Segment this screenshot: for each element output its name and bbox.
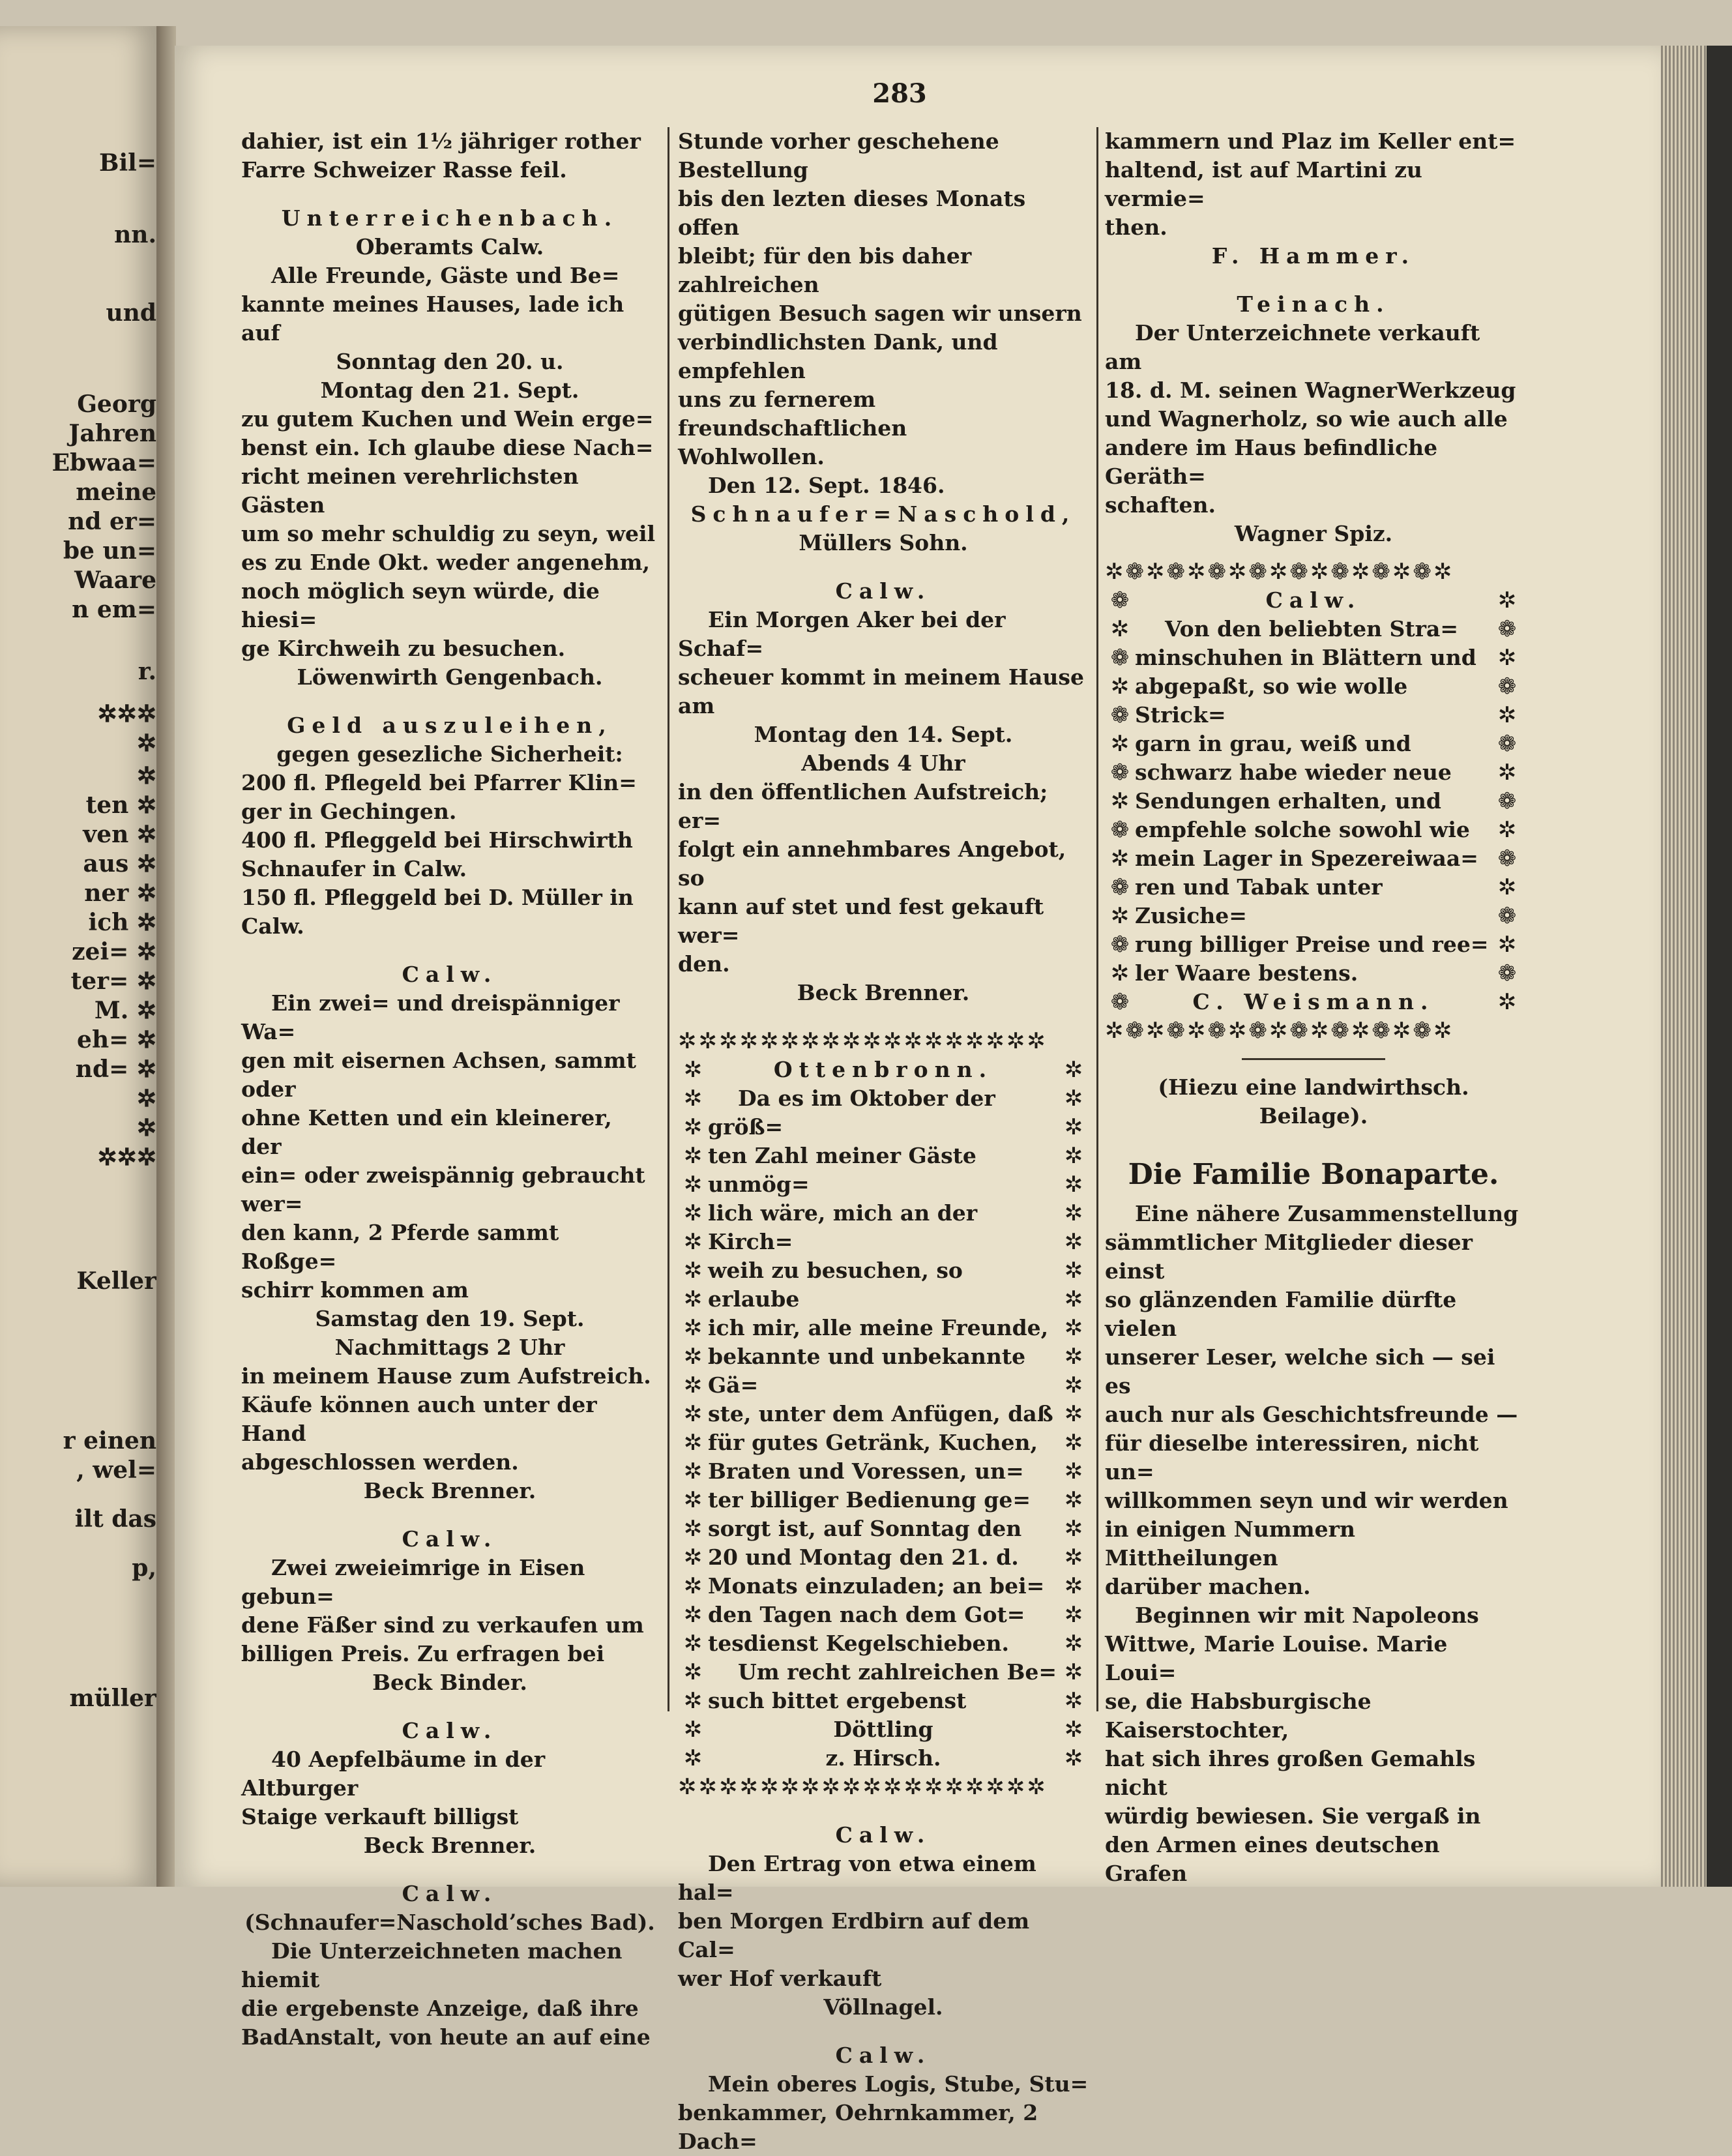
left-page-text-fragment: meine bbox=[76, 479, 156, 505]
left-page-text-fragment: ner ✲ bbox=[84, 880, 156, 906]
text-block: kammern und Plaz im Keller ent= haltend, ist auf Martini zu vermie= then. bbox=[1105, 128, 1516, 240]
text-block: Stunde vorher geschehene Bestellung bis den lezten dieses Monats offen bleibt; für den bis daher zahlreichen gütigen Besuch sagen wir unsern verbindlichsten Dank, und empfehlen uns zu fernerem freundschaftlichen Wohlwollen. bbox=[678, 128, 1082, 469]
page-stack-edge bbox=[1661, 46, 1707, 1887]
text-block: Beck Brenner. bbox=[363, 1478, 536, 1503]
left-page-text-fragment: ter= ✲ bbox=[70, 968, 156, 994]
left-page-text-fragment: ich ✲ bbox=[88, 909, 156, 936]
text-block: Beck Brenner. bbox=[363, 1833, 536, 1858]
left-page-text-fragment: ✲ bbox=[136, 1085, 156, 1112]
ornament-border-top: ✲✲✲✲✲✲✲✲✲✲✲✲✲✲✲✲✲✲ bbox=[678, 1028, 1048, 1054]
framed-notice bbox=[1135, 586, 1492, 1016]
text-block: Den 12. Sept. 1846. bbox=[708, 473, 945, 498]
text-block: gegen gesezliche Sicherheit: bbox=[276, 741, 623, 767]
notice-heading: Calw. bbox=[402, 1526, 498, 1552]
book-cover-edge bbox=[1707, 46, 1732, 1887]
left-page-text-fragment: nd= ✲ bbox=[75, 1056, 156, 1082]
notice-heading: Calw. bbox=[835, 2043, 932, 2068]
text-block: Die Unterzeichneten machen hiemit die ergebenste Anzeige, daß ihre BadAnstalt, von heute an auf eine bbox=[241, 1938, 651, 2050]
left-page-text-fragment: M. ✲ bbox=[94, 997, 156, 1024]
book-gutter bbox=[156, 26, 176, 1887]
ornament-frame bbox=[1105, 586, 1522, 1016]
left-page-text-fragment: ✲ bbox=[136, 1115, 156, 1141]
left-page-text-fragment: ✲✲✲ bbox=[97, 701, 156, 727]
text-block: Um recht zahlreichen Be= such bittet ergebenst bbox=[708, 1659, 1057, 1713]
left-page-text-fragment: ten ✲ bbox=[85, 792, 156, 818]
framed-notice bbox=[708, 1056, 1059, 1773]
spacer bbox=[241, 692, 658, 711]
text-block: in meinem Hause zum Aufstreich. Käufe können auch unter der Hand abgeschlossen werden. bbox=[241, 1363, 651, 1475]
spacer bbox=[241, 1697, 658, 1717]
column-1 bbox=[241, 127, 658, 2052]
left-page-text-fragment: Keller bbox=[76, 1268, 156, 1294]
left-page-text-fragment: zei= ✲ bbox=[72, 939, 156, 965]
ornament-border-top: ✲❁✲❁✲❁✲❁✲❁✲❁✲❁✲❁✲ bbox=[1105, 559, 1454, 585]
text-block: Ein zwei= und dreispänniger Wa= gen mit eisernen Achsen, sammt oder ohne Ketten und ein kleinerer, der ein= oder zweispännig gebraucht wer= den kann, 2 Pferde sammt Roßge= schirr kommen am bbox=[241, 990, 645, 1303]
left-page-text-fragment: nn. bbox=[114, 222, 156, 248]
left-page-text-fragment: Waare bbox=[74, 567, 156, 593]
notice-heading: C. Weismann. bbox=[1192, 989, 1435, 1014]
left-page-text-fragment: r einen bbox=[63, 1428, 156, 1454]
spacer bbox=[241, 1505, 658, 1525]
spacer bbox=[241, 941, 658, 960]
spacer bbox=[1105, 271, 1522, 290]
text-block: Samstag den 19. Sept. Nachmittags 2 Uhr bbox=[315, 1306, 585, 1360]
notice-heading: Unterreichenbach. bbox=[281, 205, 619, 231]
text-block: Beck Binder. bbox=[372, 1670, 527, 1695]
notice-heading: Calw. bbox=[835, 578, 932, 604]
text-block: Sonntag den 20. u. Montag den 21. Sept. bbox=[320, 349, 580, 403]
text-block: 40 Aepfelbäume in der Altburger Staige verkauft billigst bbox=[241, 1747, 546, 1829]
left-page-text-fragment: be un= bbox=[63, 538, 156, 564]
ornament-border-bottom: ✲✲✲✲✲✲✲✲✲✲✲✲✲✲✲✲✲✲ bbox=[678, 1774, 1048, 1800]
text-block: Den Ertrag von etwa einem hal= ben Morgen Erdbirn auf dem Cal= wer Hof verkauft bbox=[678, 1851, 1036, 1991]
ornament-border-right: ✲ ✲ ✲ ✲ ✲ ✲ ✲ ✲ ✲ ✲ ✲ ✲ ✲ ✲ ✲ ✲ ✲ ✲ ✲ ✲ ✲ ✲ ✲ ✲ ✲ bbox=[1064, 1057, 1083, 1771]
notice-heading: Calw. bbox=[1265, 587, 1362, 613]
left-page-text-fragment: ilt das bbox=[74, 1506, 156, 1532]
notice-heading: Calw. bbox=[402, 962, 498, 987]
left-page-text-fragment: Ebwaa= bbox=[51, 450, 156, 476]
text-block: Löwenwirth Gengenbach. bbox=[297, 664, 603, 690]
ornament-border-left: ❁ ✲ ❁ ✲ ❁ ✲ ❁ ✲ ❁ ✲ ❁ ✲ ❁ ✲ ❁ bbox=[1110, 587, 1130, 1015]
spacer bbox=[678, 557, 1089, 577]
notice-heading: Calw. bbox=[402, 1718, 498, 1743]
spacer bbox=[241, 185, 658, 204]
left-page-text-fragment: n em= bbox=[72, 597, 156, 623]
left-page-text-fragment: eh= ✲ bbox=[77, 1027, 156, 1053]
notice-heading: Geld auszuleihen, bbox=[287, 713, 613, 738]
text-block: Beck Brenner. bbox=[797, 980, 970, 1005]
left-page-text-fragment: p, bbox=[132, 1555, 156, 1581]
left-page-text-fragment: r. bbox=[138, 658, 156, 685]
notice-heading: Calw. bbox=[835, 1822, 932, 1848]
left-page-text-fragment: ✲ bbox=[136, 730, 156, 756]
text-block: in den öffentlichen Aufstreich; er= folgt ein annehmbares Angebot, so kann auf stet und fest gekauft wer= den. bbox=[678, 779, 1066, 977]
text-block: Zwei zweieimrige in Eisen gebun= dene Fäßer sind zu verkaufen um billigen Preis. Zu erfragen bei bbox=[241, 1555, 644, 1666]
notice-heading: Teinach. bbox=[1237, 291, 1390, 317]
ornament-border-bottom: ✲❁✲❁✲❁✲❁✲❁✲❁✲❁✲❁✲ bbox=[1105, 1018, 1454, 1044]
separator-rule bbox=[1242, 1058, 1385, 1060]
text-block: Beginnen wir mit Napoleons Wittwe, Marie Louise. Marie Loui= se, die Habsburgische Kaiserstochter, hat sich ihres großen Gemahls nicht würdig bewiesen. Sie vergaß in den Armen eines deutschen Grafen bbox=[1105, 1602, 1481, 1886]
left-page-text-fragment: ✲✲✲ bbox=[97, 1144, 156, 1170]
text-block: Döttling z. Hirsch. bbox=[825, 1717, 941, 1771]
column-divider bbox=[1096, 127, 1098, 1711]
text-block: Montag den 14. Sept. Abends 4 Uhr bbox=[754, 722, 1013, 776]
text-block: dahier, ist ein 1½ jähriger rother Farre Schweizer Rasse feil. bbox=[241, 128, 641, 183]
spacer bbox=[1105, 1130, 1522, 1150]
left-page-text-fragment: Jahren bbox=[68, 421, 156, 447]
left-page-text-fragment: , wel= bbox=[76, 1457, 156, 1483]
text-block: (Schnaufer=Nascholdʼsches Bad). bbox=[244, 1910, 655, 1935]
text-block: Wagner Spiz. bbox=[1234, 521, 1393, 546]
ornament-frame bbox=[678, 1056, 1089, 1773]
text-block: zu gutem Kuchen und Wein erge= benst ein. Ich glaube diese Nach= richt meinen verehrlichsten Gästen um so mehr schuldig zu seyn, weil es zu Ende Okt. weder angenehm, noch möglich seyn würde, die hiesi= ge Kirchweih zu besuchen. bbox=[241, 406, 656, 661]
text-block: Oberamts Calw. bbox=[355, 234, 544, 259]
left-page-text-fragment: ven ✲ bbox=[83, 821, 156, 848]
text-block: Mein oberes Logis, Stube, Stu= benkammer, Oehrnkammer, 2 Dach= bbox=[678, 2071, 1089, 2154]
notice-heading: F. Hammer. bbox=[1211, 243, 1416, 269]
text-block: Ein Morgen Aker bei der Schaf= scheuer kommt in meinem Hause am bbox=[678, 607, 1084, 718]
text-block: (Hiezu eine landwirthsch. Beilage). bbox=[1158, 1074, 1469, 1129]
text-block: Müllers Sohn. bbox=[799, 530, 968, 555]
left-page-text-fragment: müller bbox=[69, 1685, 156, 1711]
text-block: Völlnagel. bbox=[823, 1994, 943, 2020]
text-block: Der Unterzeichnete verkauft am 18. d. M. seinen WagnerWerkzeug und Wagnerholz, so wie auch alle andere im Haus befindliche Geräth= schaften. bbox=[1105, 320, 1516, 518]
spacer bbox=[678, 2022, 1089, 2041]
text-block: Von den beliebten Stra= minschuhen in Blättern und abgepaßt, so wie wolle Strick= garn in grau, weiß und schwarz habe wieder neue Sendungen erhalten, und empfehle solche sowohl wie mein Lager in Spezereiwaa= ren und Tabak unter Zusiche= rung billiger Preise und ree= ler Waare bestens. bbox=[1135, 616, 1489, 986]
left-page-edge bbox=[0, 26, 162, 1887]
ornament-border-right: ✲ ❁ ✲ ❁ ✲ ❁ ✲ ❁ ✲ ❁ ✲ ❁ ✲ ❁ ✲ bbox=[1497, 587, 1517, 1015]
notice-heading: Ottenbronn. bbox=[773, 1057, 993, 1082]
notice-heading: Calw. bbox=[402, 1881, 498, 1906]
text-block: Alle Freunde, Gäste und Be= kannte meines Hauses, lade ich auf bbox=[241, 263, 624, 346]
text-block: Da es im Oktober der größ= ten Zahl meiner Gäste unmög= lich wäre, mich an der Kirch= weih zu besuchen, so erlaube ich mir, alle meine Freunde, bekannte und unbekannte Gä= ste, unter dem Anfügen, daß für gutes Getränk, Kuchen, Braten und Voressen, un= ter billiger Bedienung ge= sorgt ist, auf Sonntag den 20 und Montag den 21. d. Monats einzuladen; an bei= den Tagen nach dem Got= tesdienst Kegelschieben. bbox=[708, 1085, 1053, 1656]
left-page-text-fragment: ✲ bbox=[136, 763, 156, 789]
left-page-text-fragment: und bbox=[106, 300, 156, 326]
text-block: Eine nähere Zusammenstellung sämmtlicher Mitglieder dieser einst so glänzenden Familie dürfte vielen unserer Leser, welche sich — sei es auch nur als Geschichtsfreunde — für dieselbe interessiren, nicht un= willkommen seyn und wir werden in einigen Nummern Mittheilungen darüber machen. bbox=[1105, 1201, 1519, 1599]
column-divider bbox=[668, 127, 669, 1711]
notice-heading: Schnaufer=Naschold, bbox=[690, 501, 1076, 527]
page-number: 283 bbox=[872, 78, 927, 109]
left-page-text-fragment: aus ✲ bbox=[83, 851, 156, 877]
column-3 bbox=[1105, 127, 1522, 1888]
text-block: 200 fl. Pflegeld bei Pfarrer Klin= ger in Gechingen. 400 fl. Pfleggeld bei Hirschwirth Schnaufer in Calw. 150 fl. Pfleggeld bei D. Müller in Calw. bbox=[241, 770, 637, 939]
column-2 bbox=[678, 127, 1089, 2156]
left-page-text-fragment: Georg bbox=[77, 391, 156, 417]
article-headline: Die Familie Bonaparte. bbox=[1128, 1158, 1499, 1191]
left-page-text-fragment: Bil= bbox=[99, 150, 156, 176]
left-page-text-fragment: nd er= bbox=[68, 509, 156, 535]
ornament-border-left: ✲ ✲ ✲ ✲ ✲ ✲ ✲ ✲ ✲ ✲ ✲ ✲ ✲ ✲ ✲ ✲ ✲ ✲ ✲ ✲ ✲ ✲ ✲ ✲ ✲ bbox=[683, 1057, 703, 1771]
spacer bbox=[241, 1860, 658, 1880]
